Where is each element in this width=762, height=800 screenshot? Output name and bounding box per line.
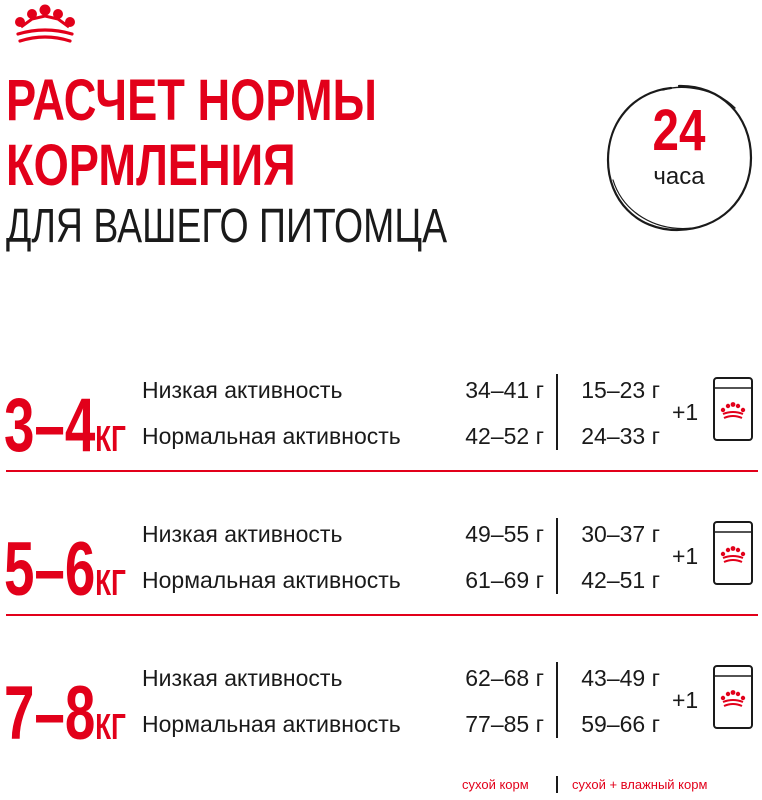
legend-dry-plus-wet-food: сухой + влажный корм bbox=[572, 777, 708, 792]
activity-label-low: Низкая активность bbox=[142, 521, 343, 547]
activity-label-normal: Нормальная активность bbox=[142, 567, 401, 593]
legend-divider bbox=[556, 776, 558, 793]
royal-canin-crown-icon bbox=[12, 2, 78, 46]
column-divider bbox=[556, 374, 558, 450]
wet-food-pouch-icon bbox=[712, 520, 754, 586]
activity-label-normal: Нормальная активность bbox=[142, 711, 401, 737]
weight-range: 7–8КГ bbox=[4, 671, 126, 756]
dry-food-value: 61–69 г bbox=[465, 567, 544, 593]
section-divider bbox=[6, 614, 758, 616]
weight-group-3-4 bbox=[0, 366, 762, 506]
mixed-food-value: 59–66 г bbox=[581, 711, 660, 737]
dry-food-value: 42–52 г bbox=[465, 423, 544, 449]
activity-label-low: Низкая активность bbox=[142, 665, 343, 691]
dry-food-value: 77–85 г bbox=[465, 711, 544, 737]
activity-label-low: Низкая активность bbox=[142, 377, 343, 403]
weight-range: 5–6КГ bbox=[4, 527, 126, 612]
dry-food-value: 34–41 г bbox=[465, 377, 544, 403]
mixed-food-value: 43–49 г bbox=[581, 665, 660, 691]
mixed-food-value: 24–33 г bbox=[581, 423, 660, 449]
badge-unit: часа bbox=[653, 163, 705, 190]
legend-dry-food: сухой корм bbox=[462, 777, 529, 792]
weight-unit: КГ bbox=[95, 562, 126, 603]
weight-unit: КГ bbox=[95, 706, 126, 747]
weight-group-7-8 bbox=[0, 654, 762, 794]
mixed-food-value: 42–51 г bbox=[581, 567, 660, 593]
weight-unit: КГ bbox=[95, 418, 126, 459]
wet-food-pouch-icon bbox=[712, 664, 754, 730]
page-title-line-2: КОРМЛЕНИЯ bbox=[6, 133, 296, 198]
page-subtitle: ДЛЯ ВАШЕГО ПИТОМЦА bbox=[6, 200, 448, 253]
plus-one-label: +1 bbox=[672, 687, 699, 713]
plus-one-label: +1 bbox=[672, 399, 699, 425]
weight-group-5-6 bbox=[0, 510, 762, 650]
dry-food-value: 49–55 г bbox=[465, 521, 544, 547]
section-divider bbox=[6, 470, 758, 472]
badge-number: 24 bbox=[652, 98, 706, 163]
column-divider bbox=[556, 518, 558, 594]
mixed-food-value: 30–37 г bbox=[581, 521, 660, 547]
column-divider bbox=[556, 662, 558, 738]
weight-range: 3–4КГ bbox=[4, 383, 126, 468]
activity-label-normal: Нормальная активность bbox=[142, 423, 401, 449]
wet-food-pouch-icon bbox=[712, 376, 754, 442]
page-title-line-1: РАСЧЕТ НОРМЫ bbox=[6, 68, 377, 133]
mixed-food-value: 15–23 г bbox=[581, 377, 660, 403]
plus-one-label: +1 bbox=[672, 543, 699, 569]
dry-food-value: 62–68 г bbox=[465, 665, 544, 691]
